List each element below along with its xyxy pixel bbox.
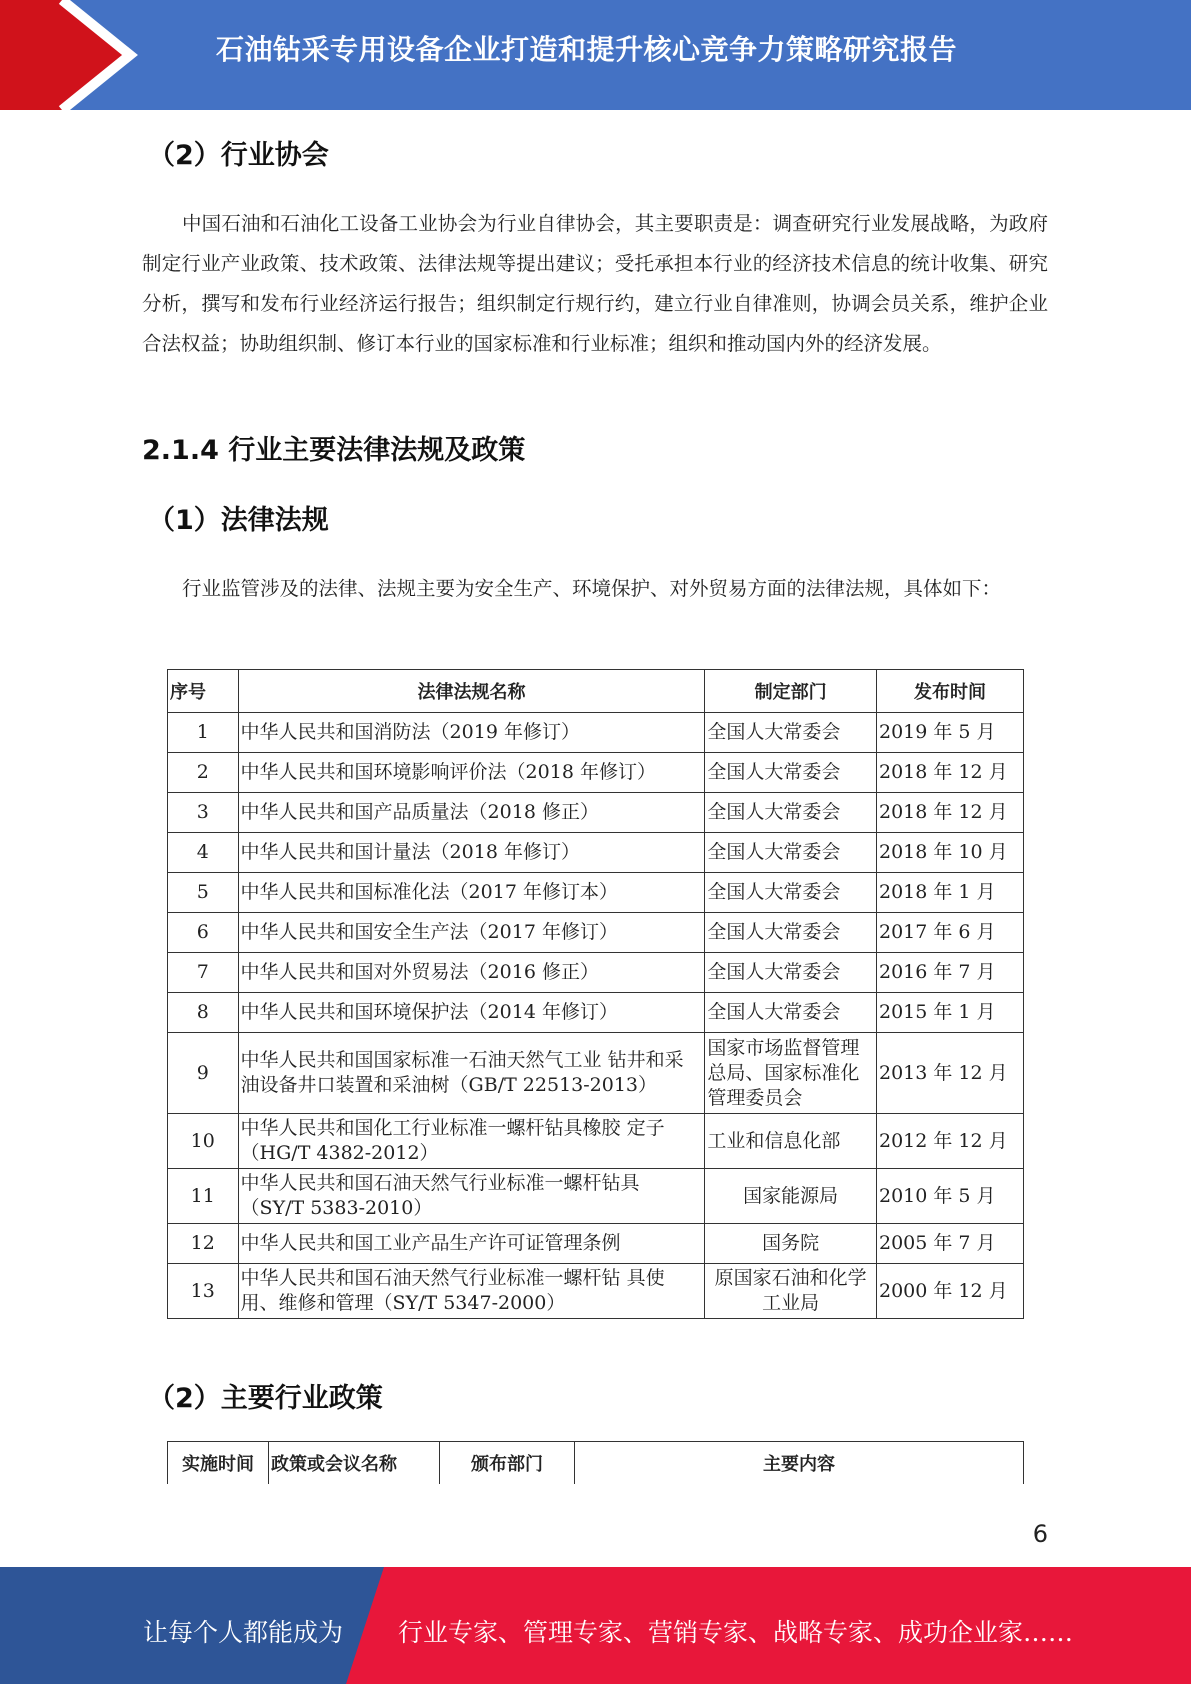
page-number: 6	[1032, 1520, 1048, 1548]
table-row	[168, 1224, 1024, 1264]
table-row	[168, 953, 1024, 993]
law-name: 中华人民共和国计量法（2018 年修订）	[238, 833, 705, 873]
law-department: 全国人大常委会	[705, 913, 877, 953]
row-number: 11	[168, 1169, 239, 1224]
subheading-policy: （2）主要行业政策	[148, 1383, 383, 1414]
law-name: 中华人民共和国化工行业标准一螺杆钻具橡胶 定子（HG/T 4382-2012）	[238, 1114, 705, 1169]
row-number: 9	[168, 1033, 239, 1114]
row-number: 5	[168, 873, 239, 913]
page-header	[0, 0, 1191, 110]
row-number: 6	[168, 913, 239, 953]
law-department: 国家能源局	[705, 1169, 877, 1224]
law-name: 中华人民共和国对外贸易法（2016 修正）	[238, 953, 705, 993]
law-name: 中华人民共和国消防法（2019 年修订）	[238, 713, 705, 753]
col-header-main-content: 主要内容	[575, 1442, 1024, 1485]
laws-table	[167, 669, 1024, 1319]
table-row	[168, 833, 1024, 873]
row-number: 10	[168, 1114, 239, 1169]
law-date: 2013 年 12 月	[876, 1033, 1023, 1114]
table-row	[168, 713, 1024, 753]
law-name: 中华人民共和国环境保护法（2014 年修订）	[238, 993, 705, 1033]
footer-slogan-right: 行业专家、管理专家、营销专家、战略专家、成功企业家……	[398, 1618, 1074, 1647]
law-date: 2005 年 7 月	[876, 1224, 1023, 1264]
law-date: 2018 年 12 月	[876, 793, 1023, 833]
row-number: 7	[168, 953, 239, 993]
table-row	[168, 1264, 1024, 1319]
law-department: 全国人大常委会	[705, 993, 877, 1033]
law-department: 工业和信息化部	[705, 1114, 877, 1169]
row-number: 4	[168, 833, 239, 873]
section-heading-association: （2）行业协会	[148, 140, 329, 171]
row-number: 12	[168, 1224, 239, 1264]
law-date: 2018 年 12 月	[876, 753, 1023, 793]
law-department: 国家市场监督管理总局、国家标准化管理委员会	[705, 1033, 877, 1114]
table-row	[168, 993, 1024, 1033]
law-department: 国务院	[705, 1224, 877, 1264]
table-row	[168, 1033, 1024, 1114]
law-name: 中华人民共和国石油天然气行业标准一螺杆钻 具使用、维修和管理（SY/T 5347-2000）	[238, 1264, 705, 1319]
law-name: 中华人民共和国环境影响评价法（2018 年修订）	[238, 753, 705, 793]
row-number: 13	[168, 1264, 239, 1319]
law-date: 2017 年 6 月	[876, 913, 1023, 953]
row-number: 1	[168, 713, 239, 753]
law-date: 2018 年 10 月	[876, 833, 1023, 873]
row-number: 8	[168, 993, 239, 1033]
col-header-effective-date: 实施时间	[168, 1442, 269, 1485]
law-department: 全国人大常委会	[705, 873, 877, 913]
law-name: 中华人民共和国标准化法（2017 年修订本）	[238, 873, 705, 913]
table-row	[168, 793, 1024, 833]
subheading-laws: （1）法律法规	[148, 505, 329, 536]
law-department: 原国家石油和化学工业局	[705, 1264, 877, 1319]
col-header-issuing-department: 颁布部门	[440, 1442, 575, 1485]
table-row	[168, 913, 1024, 953]
col-header-policy-name: 政策或会议名称	[269, 1442, 440, 1485]
table-row	[168, 873, 1024, 913]
law-name: 中华人民共和国工业产品生产许可证管理条例	[238, 1224, 705, 1264]
page-footer	[0, 1567, 1191, 1684]
law-name: 中华人民共和国石油天然气行业标准一螺杆钻具（SY/T 5383-2010）	[238, 1169, 705, 1224]
law-date: 2016 年 7 月	[876, 953, 1023, 993]
law-department: 全国人大常委会	[705, 953, 877, 993]
law-date: 2018 年 1 月	[876, 873, 1023, 913]
policy-table	[167, 1441, 1024, 1484]
policy-table-header-row	[168, 1442, 1024, 1485]
law-name: 中华人民共和国国家标准一石油天然气工业 钻井和采油设备井口装置和采油树（GB/T 22513-2013）	[238, 1033, 705, 1114]
section-heading-laws-policies: 2.1.4 行业主要法律法规及政策	[142, 435, 526, 466]
col-header-release-date: 发布时间	[876, 670, 1023, 713]
law-department: 全国人大常委会	[705, 793, 877, 833]
law-date: 2019 年 5 月	[876, 713, 1023, 753]
law-department: 全国人大常委会	[705, 833, 877, 873]
row-number: 2	[168, 753, 239, 793]
association-paragraph: 中国石油和石油化工设备工业协会为行业自律协会，其主要职责是：调查研究行业发展战略，为政府制定行业产业政策、技术政策、法律法规等提出建议；受托承担本行业的经济技术信息的统计收集、研究分析，撰写和发布行业经济运行报告；组织制定行规行约，建立行业自律准则，协调会员关系，维护企业合法权益；协助组织制、修订本行业的国家标准和行业标准；组织和推动国内外的经济发展。	[142, 212, 1048, 355]
law-date: 2000 年 12 月	[876, 1264, 1023, 1319]
col-header-number: 序号	[168, 670, 239, 713]
table-row	[168, 753, 1024, 793]
col-header-law-name: 法律法规名称	[238, 670, 705, 713]
table-row	[168, 1169, 1024, 1224]
col-header-department: 制定部门	[705, 670, 877, 713]
law-name: 中华人民共和国产品质量法（2018 修正）	[238, 793, 705, 833]
report-title: 石油钻采专用设备企业打造和提升核心竞争力策略研究报告	[216, 33, 958, 66]
laws-intro-paragraph: 行业监管涉及的法律、法规主要为安全生产、环境保护、对外贸易方面的法律法规，具体如下：	[182, 577, 1002, 600]
row-number: 3	[168, 793, 239, 833]
table-row	[168, 1114, 1024, 1169]
law-date: 2010 年 5 月	[876, 1169, 1023, 1224]
policy-table-clip	[160, 1436, 1040, 1486]
footer-slogan-left: 让每个人都能成为	[143, 1618, 344, 1647]
law-department: 全国人大常委会	[705, 753, 877, 793]
law-name: 中华人民共和国安全生产法（2017 年修订）	[238, 913, 705, 953]
law-date: 2012 年 12 月	[876, 1114, 1023, 1169]
law-department: 全国人大常委会	[705, 713, 877, 753]
laws-table-header-row	[168, 670, 1024, 713]
law-date: 2015 年 1 月	[876, 993, 1023, 1033]
